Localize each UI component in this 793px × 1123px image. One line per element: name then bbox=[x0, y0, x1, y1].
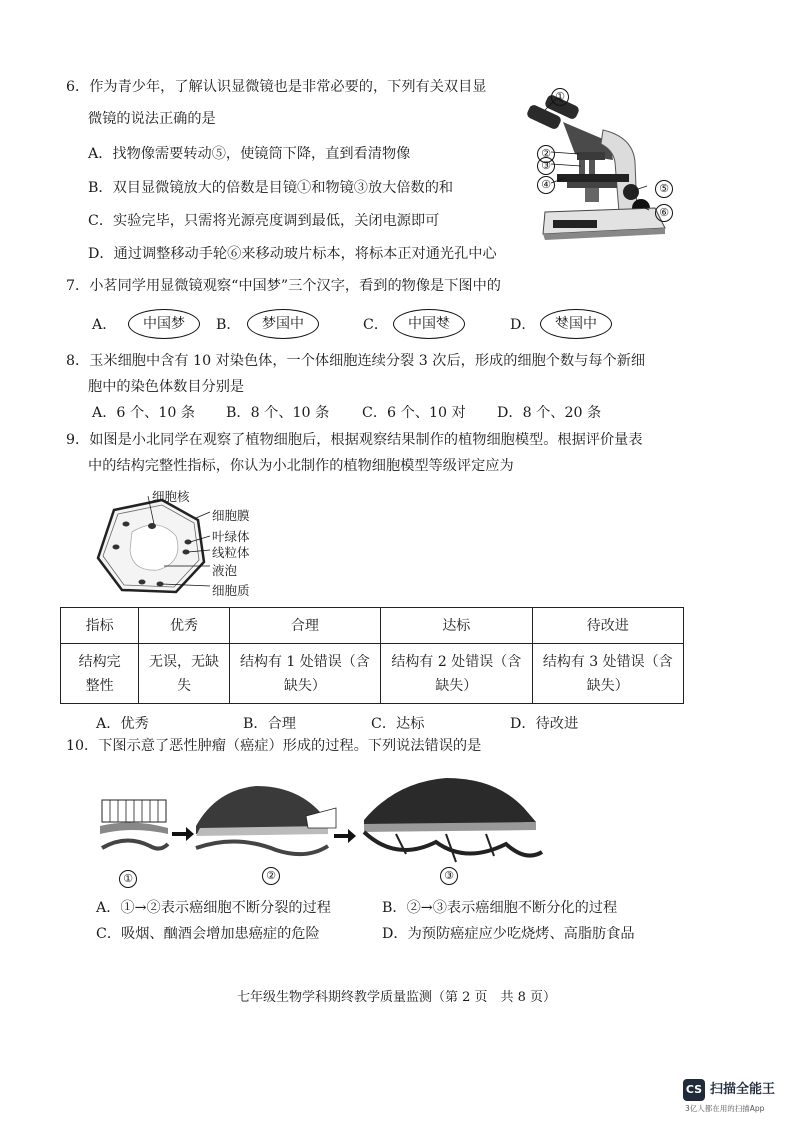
stage-label-1: ① bbox=[119, 870, 137, 888]
cell-label-nucleus: 细胞核 bbox=[152, 489, 190, 504]
q8-stem-line2: 胞中的染色体数目分别是 bbox=[88, 379, 245, 395]
q10-option-a: A．①→②表示癌细胞不断分裂的过程 bbox=[96, 900, 331, 916]
table-cell: 无误，无缺 失 bbox=[139, 644, 229, 704]
arrow-right-icon bbox=[172, 827, 194, 841]
label-4: ④ bbox=[537, 176, 555, 194]
table-cell: 结构有 1 处错误（含 缺失） bbox=[229, 644, 380, 704]
q7-option-c-flipped-char: 梦 bbox=[436, 316, 450, 332]
cell-label-vacuole: 液泡 bbox=[212, 563, 238, 578]
q8-option-b: B．8 个、10 条 bbox=[226, 405, 330, 421]
table-header-cell: 合理 bbox=[229, 608, 380, 644]
label-eyepiece: ① bbox=[551, 88, 569, 106]
q7-option-d-text: 国中 bbox=[569, 316, 597, 332]
q8-option-a: A．6 个、10 条 bbox=[92, 405, 196, 421]
q6-stem-line2: 微镜的说法正确的是 bbox=[88, 111, 216, 127]
evaluation-table bbox=[60, 607, 684, 704]
cell-label-mitochondria: 线粒体 bbox=[212, 545, 250, 560]
cell-label-chloroplast: 叶绿体 bbox=[212, 529, 250, 544]
cell-label-membrane: 细胞膜 bbox=[212, 508, 250, 523]
q7-option-d-oval bbox=[540, 309, 612, 339]
q9-option-d: D．待改进 bbox=[510, 716, 579, 732]
cancer-process-illustration bbox=[96, 772, 546, 872]
table-header-cell: 达标 bbox=[381, 608, 532, 644]
q9-option-b: B．合理 bbox=[243, 716, 296, 732]
q6-stem-line1: 6．作为青少年，了解认识显微镜也是非常必要的，下列有关双目显 bbox=[66, 79, 487, 95]
table-cell: 结构有 2 处错误（含 缺失） bbox=[381, 644, 532, 704]
stage3-invasive-tumor bbox=[364, 778, 542, 862]
scanner-app-tagline: 3亿人都在用的扫描App bbox=[685, 1104, 765, 1113]
page-footer: 七年级生物学科期终教学质量监测（第 2 页 共 8 页） bbox=[236, 990, 557, 1005]
q7-option-a-text: 中国梦 bbox=[143, 316, 185, 332]
label-5: ⑤ bbox=[655, 180, 673, 198]
table-header-cell: 待改进 bbox=[532, 608, 683, 644]
q7-option-c-letter: C． bbox=[363, 317, 389, 333]
cancer-process-figure bbox=[96, 772, 546, 872]
q7-option-d-letter: D． bbox=[510, 317, 536, 333]
q7-option-a-letter: A． bbox=[92, 317, 117, 333]
q8-option-d: D．8 个、20 条 bbox=[497, 405, 602, 421]
q10-option-d: D．为预防癌症应少吃烧烤、高脂肪食品 bbox=[382, 926, 635, 942]
q9-option-c: C．达标 bbox=[371, 716, 425, 732]
q8-option-c: C．6 个、10 对 bbox=[362, 405, 466, 421]
cell-label-cytoplasm: 细胞质 bbox=[212, 583, 250, 598]
label-3: ③ bbox=[537, 157, 555, 175]
q7-option-c-text: 中国 bbox=[408, 316, 436, 332]
stage-label-3: ③ bbox=[440, 867, 458, 885]
table-row-label: 结构完 整性 bbox=[61, 644, 139, 704]
q9-option-a: A．优秀 bbox=[96, 716, 149, 732]
label-2: ② bbox=[537, 145, 555, 163]
q7-option-b-text: 梦国中 bbox=[262, 316, 304, 332]
q9-stem-line2: 中的结构完整性指标，你认为小北制作的植物细胞模型等级评定应为 bbox=[88, 458, 514, 474]
q10-stem: 10．下图示意了恶性肿瘤（癌症）形成的过程。下列说法错误的是 bbox=[66, 738, 482, 754]
q6-option-b: B．双目显微镜放大的倍数是目镜①和物镜③放大倍数的和 bbox=[88, 180, 454, 196]
plant-cell-icon bbox=[92, 492, 212, 602]
q6-option-d: D．通过调整移动手轮⑥来移动玻片标本，将标本正对通光孔中心 bbox=[88, 246, 497, 262]
q7-stem: 7．小茗同学用显微镜观察“中国梦”三个汉字，看到的物像是下图中的 bbox=[66, 278, 501, 294]
q7-option-c-oval bbox=[393, 309, 465, 339]
plant-cell-figure bbox=[92, 492, 212, 602]
stage1-normal-tissue bbox=[100, 800, 168, 849]
table-header-row bbox=[61, 608, 684, 644]
q7-option-b-oval bbox=[247, 309, 319, 339]
q7-option-b-letter: B． bbox=[216, 317, 241, 333]
q7-option-a-oval bbox=[128, 309, 200, 339]
label-6: ⑥ bbox=[655, 204, 673, 222]
q6-option-a: A．找物像需要转动⑤，使镜筒下降，直到看清物像 bbox=[88, 146, 411, 162]
scanner-app-name: 扫描全能王 bbox=[710, 1082, 776, 1097]
stage2-tumor bbox=[196, 786, 336, 854]
scanner-logo-icon: CS bbox=[683, 1079, 705, 1101]
q6-option-c: C．实验完毕，只需将光源亮度调到最低，关闭电源即可 bbox=[88, 213, 440, 229]
table-cell: 结构有 3 处错误（含 缺失） bbox=[532, 644, 683, 704]
stage-label-2: ② bbox=[262, 867, 280, 885]
table-header-cell: 指标 bbox=[61, 608, 139, 644]
arrow-right-icon bbox=[334, 829, 356, 843]
table-header-cell: 优秀 bbox=[139, 608, 229, 644]
q10-option-c: C．吸烟、酗酒会增加患癌症的危险 bbox=[96, 926, 320, 942]
q10-option-b: B．②→③表示癌细胞不断分化的过程 bbox=[382, 900, 618, 916]
q8-stem-line1: 8．玉米细胞中含有 10 对染色体，一个体细胞连续分裂 3 次后，形成的细胞个数与每个新细 bbox=[66, 353, 646, 369]
q7-option-d-flipped-char: 梦 bbox=[555, 316, 569, 332]
table-row bbox=[61, 644, 684, 704]
q9-stem-line1: 9．如图是小北同学在观察了植物细胞后，根据观察结果制作的植物细胞模型。根据评价量表 bbox=[66, 432, 643, 448]
